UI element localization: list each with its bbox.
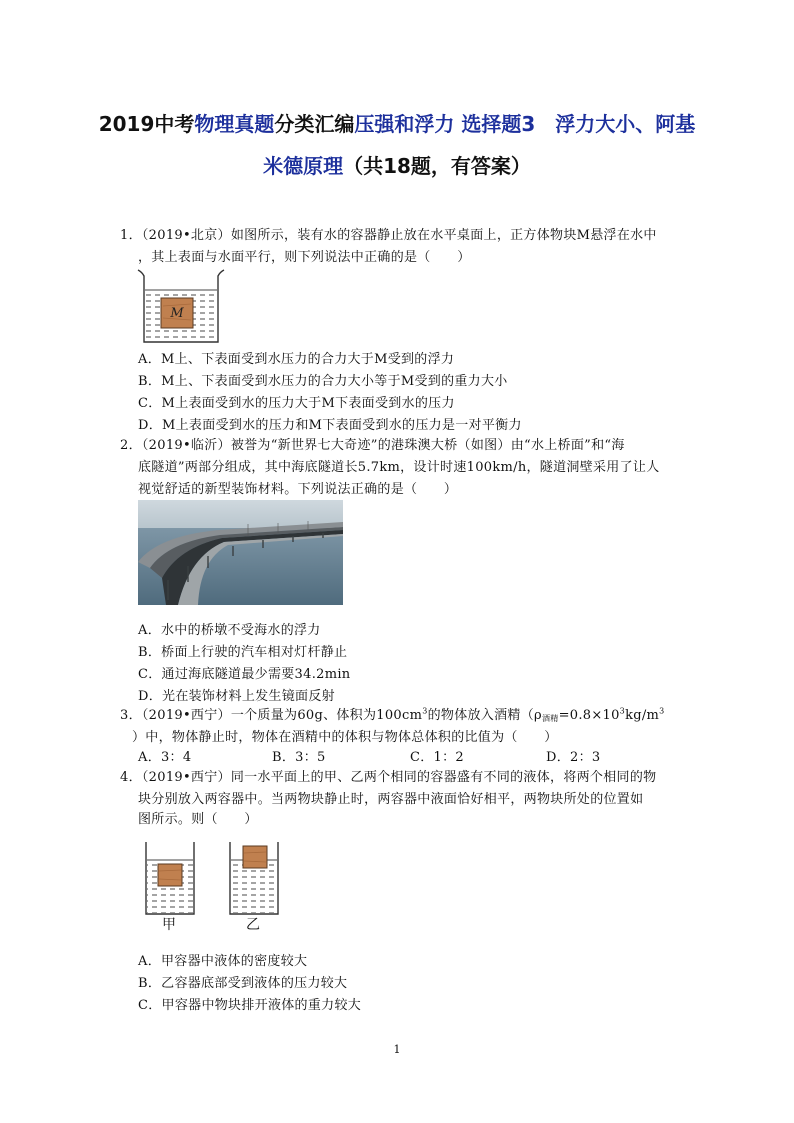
- option-b: B．桥面上行驶的汽车相对灯杆静止: [138, 645, 348, 660]
- title-keyword: 物理真题: [194, 112, 275, 136]
- q3-segment: =0.8×10: [558, 708, 620, 723]
- containers-figure: [142, 838, 292, 918]
- question-4-text: 4．（2019•西宁）同一水平面上的甲、乙两个相同的容器盛有不同的液体，将两个相同的物: [120, 770, 657, 785]
- title-segment: 分类汇编: [274, 112, 355, 136]
- option-a: A．水中的桥墩不受海水的浮力: [138, 623, 321, 638]
- question-1-text: 1．（2019•北京）如图所示，装有水的容器静止放在水平桌面上，正方体物块M悬浮在水中: [120, 228, 657, 243]
- option-b: B．M上、下表面受到水压力的合力大小等于M受到的重力大小: [138, 374, 508, 389]
- q3-sup: 3: [619, 706, 626, 716]
- beaker-figure: [136, 268, 226, 346]
- option-c: C．M上表面受到水的压力大于M下表面受到水的压力: [138, 396, 455, 411]
- page-number: 1: [393, 1043, 401, 1056]
- question-3-text-cont: ）中，物体静止时，物体在酒精中的体积与物体总体积的比值为（ ）: [132, 730, 558, 745]
- title-keyword: 米德原理: [263, 154, 344, 178]
- q3-sup: 3: [422, 706, 428, 716]
- option-d: D．M上表面受到水的压力和M下表面受到水的压力是一对平衡力: [138, 418, 522, 433]
- question-2-text-cont: 底隧道”两部分组成，其中海底隧道长5.7km，设计时速100km/h，隧道洞壁采用了让人: [138, 460, 660, 475]
- option-d: D．2：3: [546, 750, 601, 765]
- title-segment: （共18题，有答案）: [343, 154, 531, 178]
- page-title-line-2: [0, 150, 794, 179]
- option-c: C．通过海底隧道最少需要34.2min: [138, 667, 351, 682]
- question-4-text-cont: 块分别放入两容器中。当两物块静止时，两容器中液面恰好相平，两物块所处的位置如: [138, 792, 644, 807]
- question-2-text-cont: 视觉舒适的新型装饰材料。下列说法正确的是（ ）: [138, 482, 458, 497]
- option-b: B．3：5: [272, 750, 326, 765]
- question-2-text: 2．（2019•临沂）被誉为“新世界七大奇迹”的港珠澳大桥（如图）由“水上桥面”和“海: [120, 438, 625, 453]
- block-label: M: [170, 306, 184, 321]
- q3-segment: kg/m: [625, 708, 660, 723]
- option-a: A．M上、下表面受到水压力的合力大于M受到的浮力: [138, 352, 455, 367]
- option-d: D．光在装饰材料上发生镜面反射: [138, 689, 335, 704]
- page-title-line-1: [0, 108, 794, 137]
- option-c: C．1：2: [410, 750, 464, 765]
- question-4-text-cont: 图所示。则（ ）: [138, 812, 258, 827]
- question-3-text: [120, 704, 665, 724]
- bridge-photo: [138, 500, 343, 605]
- q3-sub: 酒精: [541, 714, 559, 723]
- title-segment: 2019中考: [98, 112, 195, 136]
- q3-sup: 3: [659, 706, 665, 716]
- question-1-text-cont: ，其上表面与水面平行，则下列说法中正确的是（ ）: [138, 250, 471, 265]
- label-yi: 乙: [246, 917, 260, 933]
- q3-segment: 3．（2019•西宁）一个质量为60g、体积为100cm: [120, 708, 423, 723]
- q3-segment: 的物体放入酒精（ρ: [427, 708, 542, 723]
- label-jia: 甲: [162, 917, 176, 933]
- option-b: B．乙容器底部受到液体的压力较大: [138, 976, 348, 991]
- title-keyword: 压强和浮力 选择题3 浮力大小、阿基: [354, 112, 696, 136]
- option-a: A．3：4: [138, 750, 192, 765]
- option-c: C．甲容器中物块排开液体的重力较大: [138, 998, 362, 1013]
- option-a: A．甲容器中液体的密度较大: [138, 954, 308, 969]
- block-jia: [158, 864, 182, 886]
- block-yi: [243, 846, 267, 868]
